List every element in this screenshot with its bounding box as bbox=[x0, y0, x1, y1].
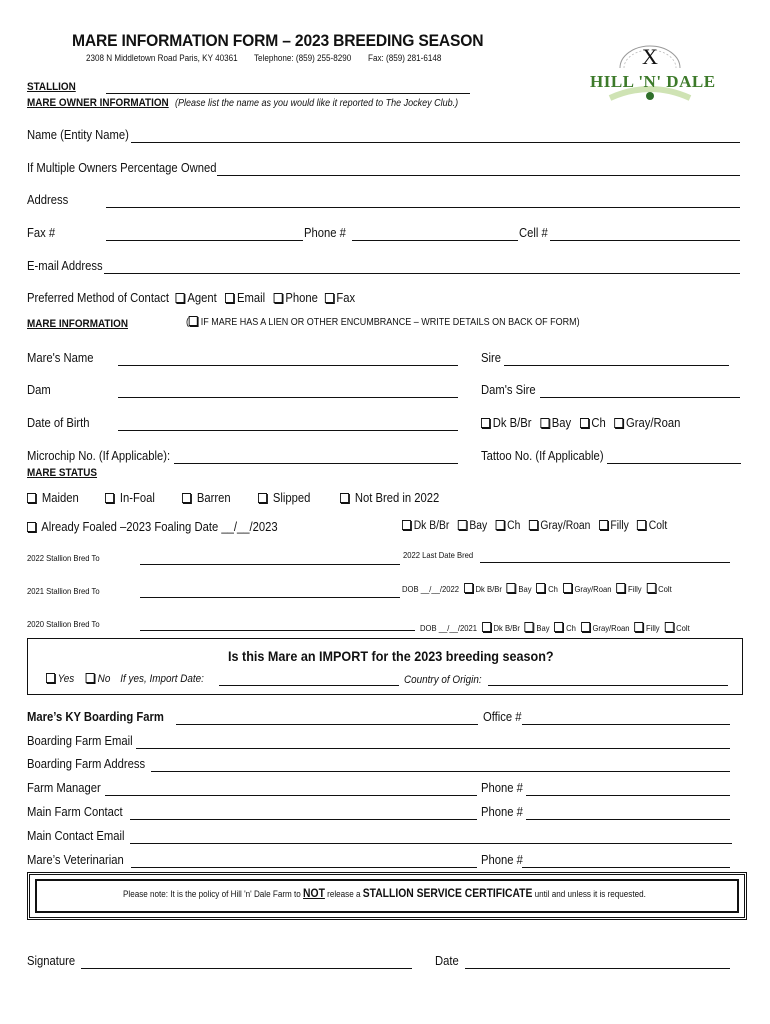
import-date-field[interactable] bbox=[219, 685, 399, 686]
dob2022-grayroan-label: Gray/Roan bbox=[574, 584, 612, 594]
dob-2021-row bbox=[420, 622, 690, 633]
import-no-checkbox[interactable] bbox=[86, 673, 95, 683]
foal-grayroan-label: Gray/Roan bbox=[540, 520, 591, 532]
dob-2022-field[interactable]: DOB __/__/2022 bbox=[402, 584, 459, 594]
color-dkbbr-checkbox[interactable] bbox=[481, 418, 490, 428]
dob2022-grayroan-checkbox[interactable] bbox=[563, 583, 572, 593]
color-grayroan-checkbox[interactable] bbox=[614, 418, 623, 428]
logo-letter: X bbox=[642, 44, 658, 69]
notice-prefix: Please note: It is the policy of Hill 'n' Dale Farm to bbox=[123, 889, 301, 899]
date-field[interactable] bbox=[465, 968, 730, 969]
boarding-email-label: Boarding Farm Email bbox=[27, 734, 133, 748]
foal-bay-label: Bay bbox=[469, 520, 488, 532]
notice-box bbox=[27, 872, 747, 920]
dob2021-grayroan-label: Gray/Roan bbox=[592, 623, 630, 633]
farm-fax: Fax: (859) 281-6148 bbox=[368, 53, 442, 63]
mare-name-field[interactable] bbox=[118, 365, 458, 366]
contact-method-label: Preferred Method of Contact bbox=[27, 291, 169, 305]
lien-note-text: IF MARE HAS A LIEN OR OTHER ENCUMBRANCE – WRITE DETAILS ON BACK OF FORM bbox=[200, 317, 577, 328]
status-maiden bbox=[27, 491, 79, 505]
foal-filly-checkbox[interactable] bbox=[599, 520, 608, 530]
color-ch-label: Ch bbox=[591, 416, 606, 430]
dob2022-bay-label: Bay bbox=[518, 584, 532, 594]
status-barren bbox=[182, 491, 231, 505]
tattoo-label: Tattoo No. (If Applicable) bbox=[481, 449, 604, 463]
boarding-farm-field[interactable] bbox=[176, 724, 478, 725]
dob2021-bay-checkbox[interactable] bbox=[525, 622, 534, 632]
boarding-email-field[interactable] bbox=[136, 748, 730, 749]
last-date-bred-label: 2022 Last Date Bred bbox=[403, 550, 474, 560]
dob2021-grayroan-checkbox[interactable] bbox=[581, 622, 590, 632]
main-contact-label: Main Farm Contact bbox=[27, 805, 123, 819]
mare-status-heading: MARE STATUS bbox=[27, 467, 98, 479]
import-answer-row bbox=[46, 673, 204, 685]
already-foaled-row bbox=[27, 520, 278, 534]
dob2021-filly-label: Filly bbox=[646, 623, 660, 633]
status-slipped bbox=[258, 491, 310, 505]
microchip-field[interactable] bbox=[174, 463, 458, 464]
dob2021-colt-checkbox[interactable] bbox=[664, 622, 673, 632]
hill-n-dale-logo bbox=[590, 40, 716, 102]
owner-phone-label: Phone # bbox=[304, 226, 346, 240]
main-contact-field[interactable] bbox=[130, 819, 477, 820]
contact-phone-label: Phone # bbox=[481, 805, 523, 819]
contact-phone-label: Phone bbox=[285, 291, 318, 305]
mare-color-options bbox=[481, 416, 680, 430]
status-slipped-label: Slipped bbox=[272, 491, 311, 505]
color-ch-checkbox[interactable] bbox=[580, 418, 589, 428]
status-slipped-checkbox[interactable] bbox=[258, 493, 267, 503]
form-title: MARE INFORMATION FORM – 2023 BREEDING SEASON bbox=[72, 31, 484, 50]
signature-label: Signature bbox=[27, 954, 76, 968]
dob2021-dkbbr-checkbox[interactable] bbox=[482, 622, 491, 632]
dob-field[interactable] bbox=[118, 430, 458, 431]
dams-sire-field[interactable] bbox=[540, 397, 740, 398]
contact-fax-checkbox[interactable] bbox=[325, 293, 334, 303]
foal-ch-checkbox[interactable] bbox=[495, 520, 504, 530]
sire-field[interactable] bbox=[504, 365, 729, 366]
bred-2021-label: 2021 Stallion Bred To bbox=[27, 586, 100, 596]
owner-phone-field[interactable] bbox=[352, 240, 518, 241]
bred-2022-field[interactable] bbox=[140, 564, 400, 565]
dams-sire-label: Dam's Sire bbox=[481, 383, 536, 397]
color-dkbbr-label: Dk B/Br bbox=[492, 416, 532, 430]
date-label: Date bbox=[435, 954, 459, 968]
dam-field[interactable] bbox=[118, 397, 458, 398]
color-grayroan-label: Gray/Roan bbox=[625, 416, 681, 430]
notice-inner-border bbox=[35, 879, 739, 913]
status-barren-checkbox[interactable] bbox=[182, 493, 191, 503]
stallion-label: STALLION bbox=[27, 81, 76, 93]
last-date-bred-field[interactable] bbox=[480, 562, 730, 563]
status-maiden-checkbox[interactable] bbox=[27, 493, 36, 503]
already-foaled-label: Already Foaled –2023 Foaling Date bbox=[41, 520, 219, 534]
dob-label: Date of Birth bbox=[27, 416, 90, 430]
already-foaled-checkbox[interactable] bbox=[27, 522, 36, 532]
owner-email-field[interactable] bbox=[104, 273, 740, 274]
contact-fax-label: Fax bbox=[336, 291, 356, 305]
office-field[interactable] bbox=[522, 724, 730, 725]
foal-dkbbr-label: Dk B/Br bbox=[413, 520, 450, 532]
farm-manager-field[interactable] bbox=[105, 795, 477, 796]
owner-info-note: (Please list the name as you would like it reported to The Jockey Club.) bbox=[175, 98, 459, 109]
owner-fax-label: Fax # bbox=[27, 226, 56, 240]
owner-address-field[interactable] bbox=[106, 207, 740, 208]
farm-manager-label: Farm Manager bbox=[27, 781, 101, 795]
contact-agent-checkbox[interactable] bbox=[176, 293, 185, 303]
contact-method-row bbox=[27, 291, 355, 305]
dob2022-dkbbr-checkbox[interactable] bbox=[464, 583, 473, 593]
notice-text bbox=[123, 888, 646, 900]
manager-phone-label: Phone # bbox=[481, 781, 523, 795]
owner-email-label: E-mail Address bbox=[27, 259, 103, 273]
bred-2020-label: 2020 Stallion Bred To bbox=[27, 619, 100, 629]
import-yes-checkbox[interactable] bbox=[46, 673, 55, 683]
origin-label: Country of Origin: bbox=[404, 674, 482, 686]
color-bay-checkbox[interactable] bbox=[540, 418, 549, 428]
status-notbred-label: Not Bred in 2022 bbox=[354, 491, 440, 505]
owner-name-field[interactable] bbox=[131, 142, 740, 143]
contact-phone-field[interactable] bbox=[526, 819, 730, 820]
logo-text: HILL 'N' DALE bbox=[590, 72, 716, 91]
status-barren-label: Barren bbox=[196, 491, 231, 505]
dob-2021-field[interactable]: DOB __/__/2021 bbox=[420, 623, 477, 633]
boarding-address-label: Boarding Farm Address bbox=[27, 757, 146, 771]
dob2021-ch-label: Ch bbox=[566, 623, 576, 633]
bred-2020-field[interactable] bbox=[140, 630, 415, 631]
farm-telephone: Telephone: (859) 255-8290 bbox=[254, 53, 352, 63]
contact-email-label: Email bbox=[237, 291, 266, 305]
import-date-label: If yes, Import Date: bbox=[120, 673, 204, 685]
dob2022-filly-checkbox[interactable] bbox=[616, 583, 625, 593]
farm-address: 2308 N Middletown Road Paris, KY 40361 bbox=[86, 53, 238, 63]
foal-colt-label: Colt bbox=[648, 520, 668, 532]
dob2021-dkbbr-label: Dk B/Br bbox=[493, 623, 520, 633]
dam-label: Dam bbox=[27, 383, 51, 397]
import-question: Is this Mare an IMPORT for the 2023 breeding season? bbox=[228, 648, 554, 664]
bred-2022-label: 2022 Stallion Bred To bbox=[27, 553, 100, 563]
foal-bay-checkbox[interactable] bbox=[458, 520, 467, 530]
vet-phone-label: Phone # bbox=[481, 853, 523, 867]
owner-fax-field[interactable] bbox=[106, 240, 303, 241]
boarding-address-field[interactable] bbox=[151, 771, 730, 772]
import-no-label: No bbox=[97, 673, 111, 685]
status-maiden-label: Maiden bbox=[41, 491, 79, 505]
owner-info-heading: MARE OWNER INFORMATION bbox=[27, 97, 169, 109]
foal-filly-label: Filly bbox=[610, 520, 629, 532]
mare-name-label: Mare's Name bbox=[27, 351, 94, 365]
contact-email-checkbox[interactable] bbox=[225, 293, 234, 303]
contact-agent-label: Agent bbox=[187, 291, 217, 305]
veterinarian-field[interactable] bbox=[131, 867, 477, 868]
stallion-field[interactable] bbox=[106, 93, 470, 94]
foal-grayroan-checkbox[interactable] bbox=[529, 520, 538, 530]
dob2022-ch-label: Ch bbox=[548, 584, 558, 594]
import-yes-label: Yes bbox=[57, 673, 75, 685]
owner-name-label: Name (Entity Name) bbox=[27, 128, 129, 142]
dob2021-colt-label: Colt bbox=[676, 623, 690, 633]
owner-cell-label: Cell # bbox=[519, 226, 548, 240]
tattoo-field[interactable] bbox=[607, 463, 741, 464]
dob2022-colt-label: Colt bbox=[658, 584, 672, 594]
owner-address-label: Address bbox=[27, 193, 69, 207]
bred-2021-field[interactable] bbox=[140, 597, 400, 598]
owner-cell-field[interactable] bbox=[550, 240, 740, 241]
signature-field[interactable] bbox=[81, 968, 412, 969]
notice-middle: release a bbox=[327, 889, 361, 899]
dob2022-bay-checkbox[interactable] bbox=[507, 583, 516, 593]
status-notbred bbox=[340, 491, 439, 505]
dob2021-filly-checkbox[interactable] bbox=[634, 622, 643, 632]
lien-checkbox[interactable] bbox=[189, 316, 198, 326]
lien-note: ( IF MARE HAS A LIEN OR OTHER ENCUMBRANCE – WRITE DETAILS ON BACK OF FORM) bbox=[186, 317, 580, 328]
dob2022-dkbbr-label: Dk B/Br bbox=[475, 584, 502, 594]
status-infoal-checkbox[interactable] bbox=[105, 493, 114, 503]
office-label: Office # bbox=[483, 710, 522, 724]
notice-certificate: STALLION SERVICE CERTIFICATE bbox=[362, 888, 533, 900]
dob2021-ch-checkbox[interactable] bbox=[554, 622, 563, 632]
import-box bbox=[27, 638, 743, 695]
status-infoal-label: In-Foal bbox=[119, 491, 155, 505]
microchip-label: Microchip No. (If Applicable): bbox=[27, 449, 171, 463]
dob2022-ch-checkbox[interactable] bbox=[536, 583, 545, 593]
dob-2022-row bbox=[402, 583, 672, 594]
contact-email-label: Main Contact Email bbox=[27, 829, 125, 843]
foal-dkbbr-checkbox[interactable] bbox=[402, 520, 411, 530]
vet-phone-field[interactable] bbox=[522, 867, 730, 868]
boarding-farm-label: Mare’s KY Boarding Farm bbox=[27, 710, 164, 724]
percentage-owned-label: If Multiple Owners Percentage Owned bbox=[27, 161, 217, 175]
mare-info-heading: MARE INFORMATION bbox=[27, 318, 129, 330]
dob2022-colt-checkbox[interactable] bbox=[646, 583, 655, 593]
foal-ch-label: Ch bbox=[507, 520, 521, 532]
notice-suffix: until and unless it is requested. bbox=[534, 889, 646, 899]
manager-phone-field[interactable] bbox=[526, 795, 730, 796]
contact-phone-checkbox[interactable] bbox=[274, 293, 283, 303]
status-infoal bbox=[105, 491, 155, 505]
foal-options-row bbox=[402, 520, 667, 532]
dob2021-bay-label: Bay bbox=[536, 623, 550, 633]
contact-email-field[interactable] bbox=[130, 843, 732, 844]
percentage-owned-field[interactable] bbox=[217, 175, 740, 176]
foal-colt-checkbox[interactable] bbox=[637, 520, 646, 530]
notice-not: NOT bbox=[303, 888, 325, 900]
color-bay-label: Bay bbox=[551, 416, 572, 430]
foaling-date-field[interactable]: __/__/2023 bbox=[221, 520, 278, 534]
veterinarian-label: Mare’s Veterinarian bbox=[27, 853, 124, 867]
sire-label: Sire bbox=[481, 351, 502, 365]
origin-field[interactable] bbox=[488, 685, 728, 686]
status-notbred-checkbox[interactable] bbox=[340, 493, 349, 503]
dob2022-filly-label: Filly bbox=[628, 584, 642, 594]
